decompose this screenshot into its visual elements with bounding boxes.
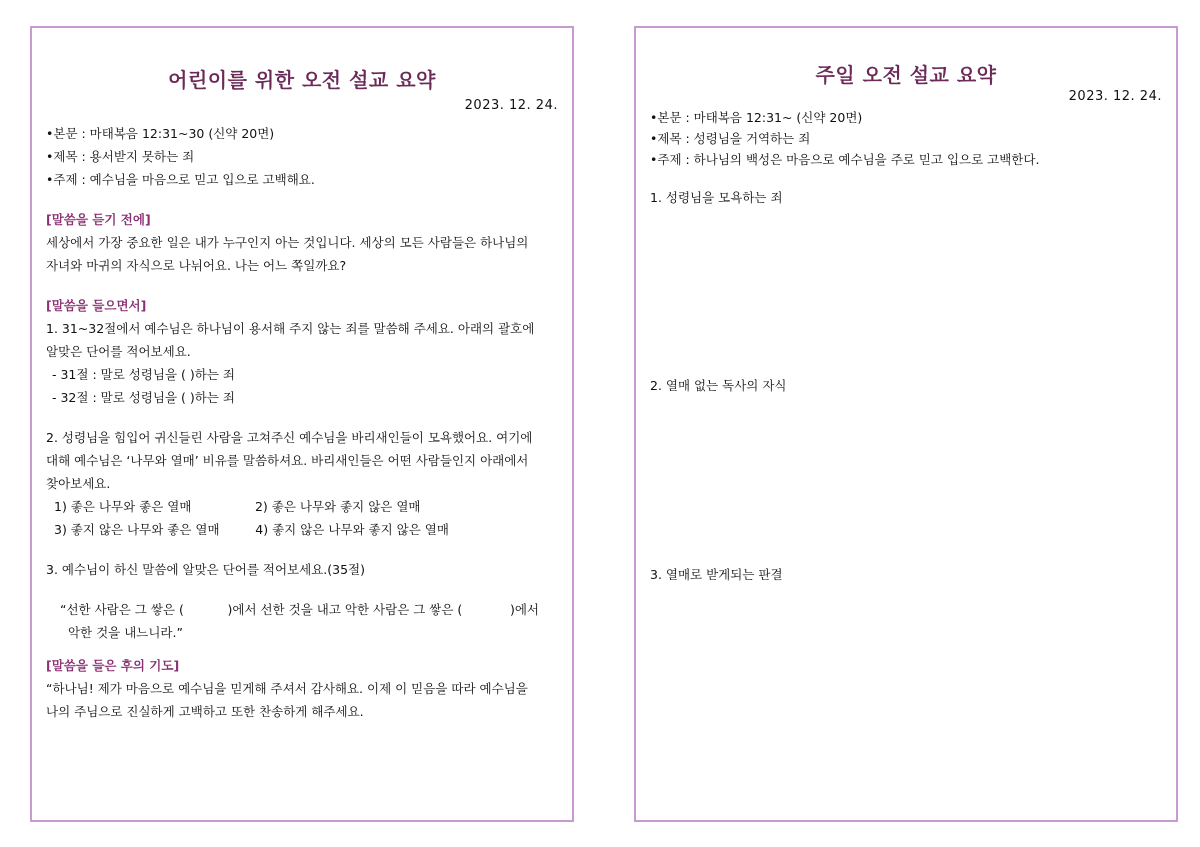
scripture-quote: 악한 것을 내느니라.” — [60, 625, 183, 640]
answer-option-row: 1) 좋은 나무와 좋은 열매 2) 좋은 나무와 좋지 않은 열매 — [54, 499, 421, 514]
info-title: •제목 : 용서받지 못하는 죄 — [46, 149, 195, 164]
text-line: 자녀와 마귀의 자식으로 나뉘어요. 나는 어느 쪽일까요? — [46, 258, 347, 273]
answer-option-row: 3) 좋지 않은 나무와 좋은 열매 4) 좋지 않은 나무와 좋지 않은 열매 — [54, 522, 449, 537]
fill-in-item: - 31절 : 말로 성령님을 ( )하는 죄 — [52, 367, 235, 382]
section-heading-after: [말씀을 들은 후의 기도] — [46, 658, 180, 673]
fill-in-item: - 32절 : 말로 성령님을 ( )하는 죄 — [52, 390, 235, 405]
question-2-line: 찾아보세요. — [46, 476, 111, 491]
question-3-line: 3. 예수님이 하신 말씀에 알맞은 단어를 적어보세요.(35절) — [46, 562, 365, 577]
page-title: 주일 오전 설교 요약 — [815, 63, 997, 87]
sermon-point-1: 1. 성령님을 모욕하는 죄 — [650, 190, 783, 205]
page-title: 어린이를 위한 오전 설교 요약 — [168, 68, 436, 92]
info-scripture: •본문 : 마태복음 12:31~30 (신약 20면) — [46, 126, 275, 141]
sermon-info — [650, 107, 1170, 170]
text-line: 세상에서 가장 중요한 일은 내가 누구인지 아는 것입니다. 세상의 모든 사람들은 하나님의 — [46, 235, 529, 250]
info-theme: •주제 : 예수님을 마음으로 믿고 입으로 고백해요. — [46, 172, 315, 187]
question-2-line: 대해 예수님은 ‘나무와 열매’ 비유를 말씀하셔요. 바리새인들은 어떤 사람들인지 아래에서 — [46, 453, 529, 468]
sermon-date: 2023. 12. 24. — [1068, 89, 1162, 104]
question-1-line: 알맞은 단어를 적어보세요. — [46, 344, 191, 359]
kids-sermon-page — [30, 26, 574, 822]
prayer-line: “하나님! 제가 마음으로 예수님을 믿게해 주셔서 감사해요. 이제 이 믿음을 따라 예수님을 — [46, 681, 528, 696]
sunday-sermon-page — [634, 26, 1178, 822]
kids-sermon-body — [46, 122, 566, 723]
section-heading-during: [말씀을 들으면서] — [46, 298, 147, 313]
info-theme: •주제 : 하나님의 백성은 마음으로 예수님을 주로 믿고 입으로 고백한다. — [650, 152, 1040, 167]
question-1-line: 1. 31~32절에서 예수님은 하나님이 용서해 주지 않는 죄를 말씀해 주세요. 아래의 괄호에 — [46, 321, 535, 336]
question-2-line: 2. 성령님을 힘입어 귀신들린 사람을 고쳐주신 예수님을 바리새인들이 모욕했어요. 여기에 — [46, 430, 533, 445]
scripture-quote: “선한 사람은 그 쌓은 ( )에서 선한 것을 내고 악한 사람은 그 쌓은 ( )에서 — [60, 602, 540, 617]
section-heading-before: [말씀을 듣기 전에] — [46, 212, 151, 227]
sermon-point-2: 2. 열매 없는 독사의 자식 — [650, 378, 787, 393]
info-scripture: •본문 : 마태복음 12:31~ (신약 20면) — [650, 110, 863, 125]
sermon-date: 2023. 12. 24. — [464, 98, 558, 113]
prayer-line: 나의 주님으로 진실하게 고백하고 또한 찬송하게 해주세요. — [46, 704, 364, 719]
sermon-point-3: 3. 열매로 받게되는 판결 — [650, 567, 783, 582]
info-title: •제목 : 성령님을 거역하는 죄 — [650, 131, 811, 146]
